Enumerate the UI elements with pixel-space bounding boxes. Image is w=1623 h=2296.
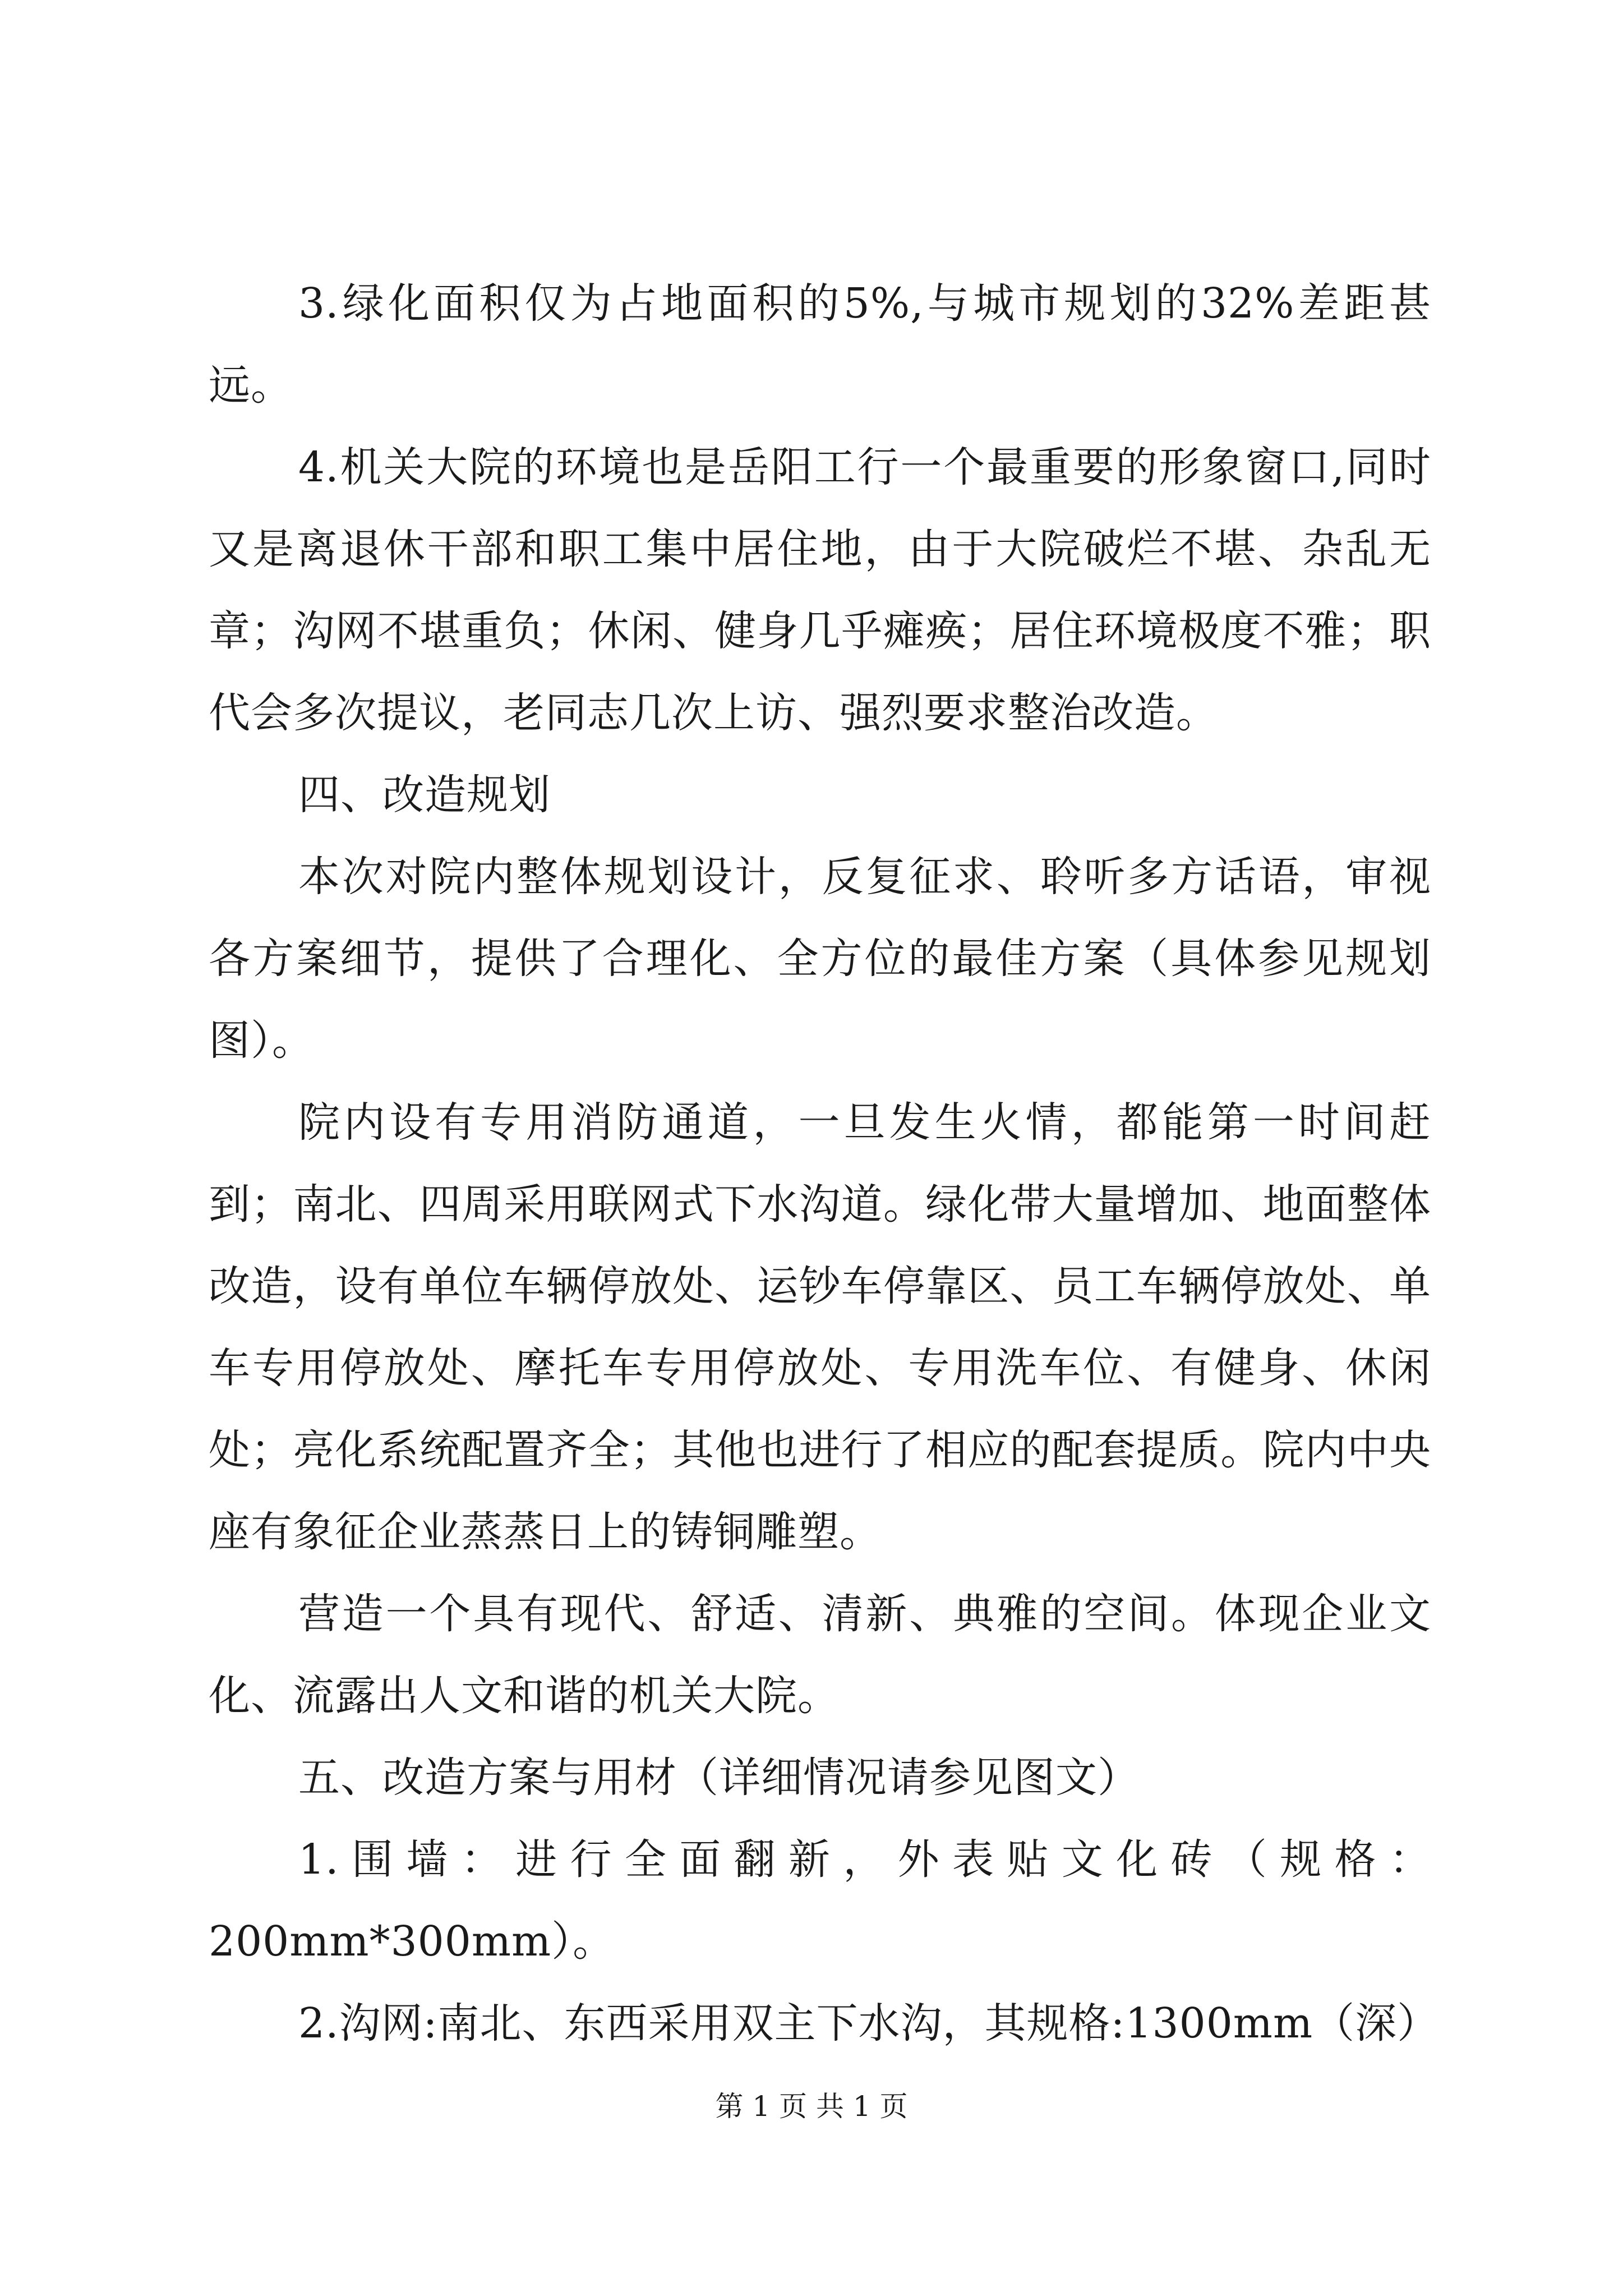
document-body (209, 263, 1440, 2064)
paragraph-atmosphere: 营造一个具有现代、舒适、清新、典雅的空间。体现企业文化、流露出人文和谐的机关大院。 (209, 1590, 1431, 1720)
paragraph-facilities: 院内设有专用消防通道，一旦发生火情，都能第一时间赶到；南北、四周采用联网式下水沟道。绿化带大量增加、地面整体改造，设有单位车辆停放处、运钞车停靠区、员工车辆停放处、单车专用停放处、摩托车专用停放处、专用洗车位、有健身、休闲处；亮化系统配置齐全；其他也进行了相应的配套提质。院内中央座有象征企业蒸蒸日上的铸铜雕塑。 (209, 1098, 1431, 1556)
paragraph-drainage: 2.沟网:南北、东西采用双主下水沟，其规格:1300mm（深） (298, 1999, 1440, 2047)
paragraph-green-area: 3.绿化面积仅为占地面积的5%,与城市规划的32%差距甚远。 (209, 279, 1431, 409)
section-heading-scheme-materials: 五、改造方案与用材（详细情况请参见图文） (298, 1754, 1140, 1802)
page-footer: 第 1 页 共 1 页 (715, 2090, 908, 2123)
paragraph-enclosure-wall: 1.围墙：进行全面翻新，外表贴文化砖（规格：200mm*300mm）。 (209, 1835, 1431, 1966)
section-heading-renovation-plan: 四、改造规划 (298, 771, 551, 819)
paragraph-environment: 4.机关大院的环境也是岳阳工行一个最重要的形象窗口,同时又是离退休干部和职工集中居住地，由于大院破烂不堪、杂乱无章；沟网不堪重负；休闲、健身几乎瘫痪；居住环境极度不雅；职代会多次提议，老同志几次上访、强烈要求整治改造。 (209, 443, 1431, 737)
paragraph-overall-design: 本次对院内整体规划设计，反复征求、聆听多方话语，审视各方案细节，提供了合理化、全方位的最佳方案（具体参见规划图）。 (209, 853, 1431, 1065)
